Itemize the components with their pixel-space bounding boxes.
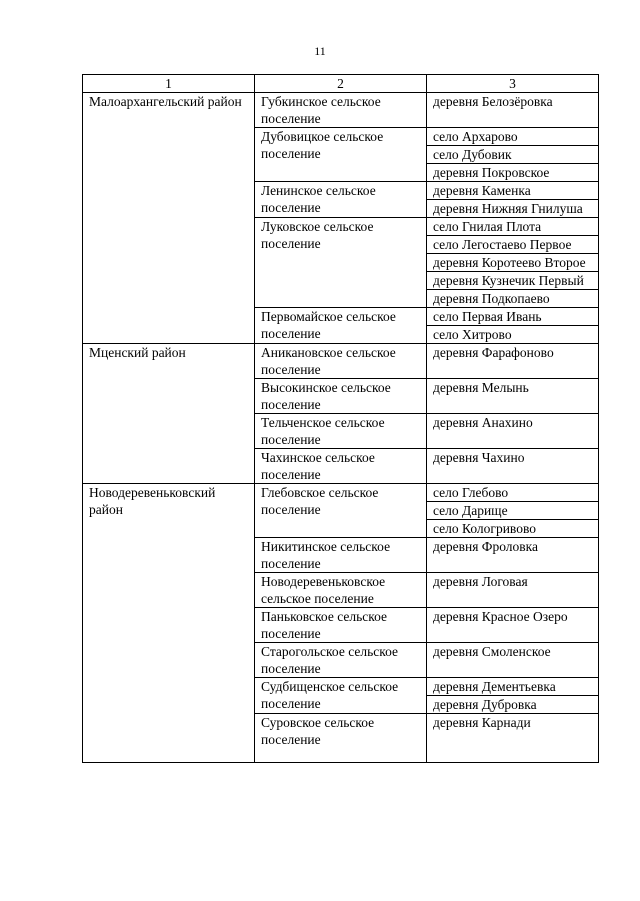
village-cell: деревня Мелынь bbox=[427, 379, 599, 414]
settlement-cell: Высокинское сельское поселение bbox=[255, 379, 427, 414]
settlement-cell: Судбищенское сельское поселение bbox=[255, 678, 427, 714]
district-cell: Мценский район bbox=[83, 344, 255, 484]
village-cell: село Дарище bbox=[427, 502, 599, 520]
village-cell: село Дубовик bbox=[427, 146, 599, 164]
settlement-cell: Глебовское сельское поселение bbox=[255, 484, 427, 538]
settlement-cell: Первомайское сельское поселение bbox=[255, 308, 427, 344]
village-cell: деревня Логовая bbox=[427, 573, 599, 608]
district-cell: Новодеревеньковский район bbox=[83, 484, 255, 763]
village-cell: деревня Смоленское bbox=[427, 643, 599, 678]
settlement-cell: Никитинское сельское поселение bbox=[255, 538, 427, 573]
column-header: 3 bbox=[427, 75, 599, 93]
settlement-cell: Суровское сельское поселение bbox=[255, 714, 427, 763]
settlement-cell: Старогольское сельское поселение bbox=[255, 643, 427, 678]
village-cell: село Кологривово bbox=[427, 520, 599, 538]
settlements-table bbox=[82, 74, 599, 763]
village-cell: деревня Каменка bbox=[427, 182, 599, 200]
village-cell: деревня Дементьевка bbox=[427, 678, 599, 696]
table-header-row bbox=[83, 75, 599, 93]
settlement-cell: Паньковское сельское поселение bbox=[255, 608, 427, 643]
settlement-cell: Губкинское сельское поселение bbox=[255, 93, 427, 128]
village-cell: село Хитрово bbox=[427, 326, 599, 344]
settlement-cell: Дубовицкое сельское поселение bbox=[255, 128, 427, 182]
settlement-cell: Тельченское сельское поселение bbox=[255, 414, 427, 449]
settlement-cell: Ленинское сельское поселение bbox=[255, 182, 427, 218]
settlement-cell: Аникановское сельское поселение bbox=[255, 344, 427, 379]
table-row bbox=[83, 484, 599, 502]
settlement-cell: Луковское сельское поселение bbox=[255, 218, 427, 308]
table-row bbox=[83, 344, 599, 379]
village-cell: деревня Дубровка bbox=[427, 696, 599, 714]
district-cell: Малоархангельский район bbox=[83, 93, 255, 344]
village-cell: село Легостаево Первое bbox=[427, 236, 599, 254]
village-cell: деревня Чахино bbox=[427, 449, 599, 484]
settlement-cell: Чахинское сельское поселение bbox=[255, 449, 427, 484]
column-header: 2 bbox=[255, 75, 427, 93]
village-cell: деревня Коротеево Второе bbox=[427, 254, 599, 272]
village-cell: деревня Красное Озеро bbox=[427, 608, 599, 643]
village-cell: деревня Нижняя Гнилуша bbox=[427, 200, 599, 218]
village-cell: село Первая Ивань bbox=[427, 308, 599, 326]
settlement-cell: Новодеревеньковское сельское поселение bbox=[255, 573, 427, 608]
page-number: 11 bbox=[314, 44, 326, 58]
village-cell: деревня Карнади bbox=[427, 714, 599, 763]
village-cell: деревня Подкопаево bbox=[427, 290, 599, 308]
village-cell: село Глебово bbox=[427, 484, 599, 502]
table-row bbox=[83, 93, 599, 128]
column-header: 1 bbox=[83, 75, 255, 93]
village-cell: село Гнилая Плота bbox=[427, 218, 599, 236]
village-cell: деревня Анахино bbox=[427, 414, 599, 449]
village-cell: село Архарово bbox=[427, 128, 599, 146]
village-cell: деревня Покровское bbox=[427, 164, 599, 182]
village-cell: деревня Фроловка bbox=[427, 538, 599, 573]
village-cell: деревня Кузнечик Первый bbox=[427, 272, 599, 290]
village-cell: деревня Фарафоново bbox=[427, 344, 599, 379]
village-cell: деревня Белозёровка bbox=[427, 93, 599, 128]
